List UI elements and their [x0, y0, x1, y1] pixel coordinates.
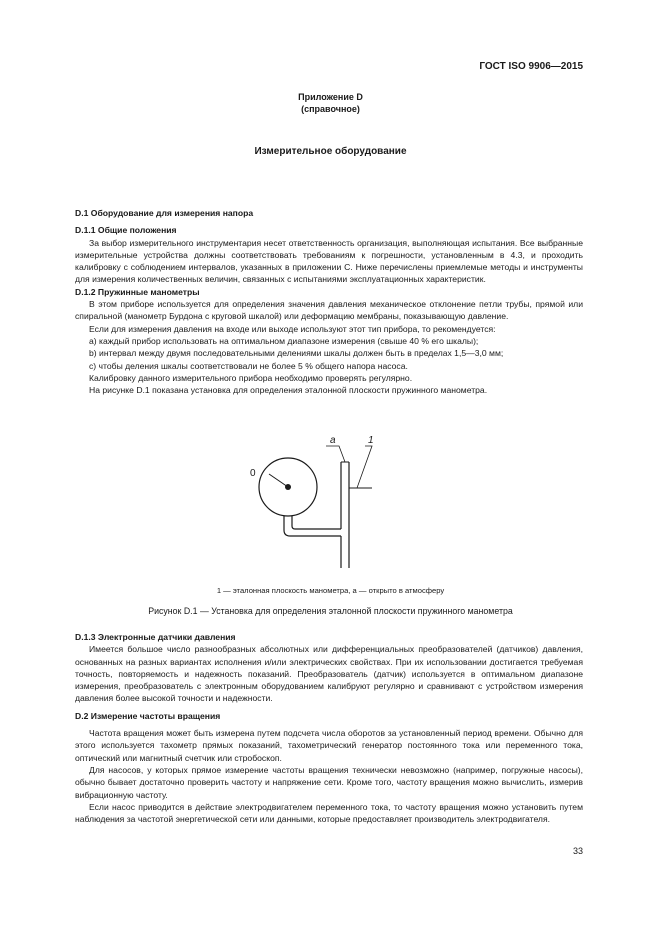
paragraph-d11: За выбор измерительного инструментария несет ответственность организация, выполняющая испытания. Все выбранные измерительные устройства должны соответствовать требованиям к погрешности, установленным в 4.3, и проходить калибровку с соблюдением интервалов, указанных в приложении С. Ниже перечислены приемлемые методы и инструменты для измерения количественных величин, связанных с испытаниями эксплуатационных характеристик. — [75, 237, 583, 285]
list-item-c: с) чтобы деления шкалы соответствовали не более 5 % общего напора насоса. — [89, 360, 408, 371]
paragraph-d2-3: Если насос приводится в действие электродвигателем переменного тока, то частоту вращения можно установить путем наблюдения за частотой энергетической сети или данными, которые предоставляет производитель электродвигателя. — [75, 801, 583, 825]
label-a: a — [330, 435, 336, 446]
label-zero: 0 — [250, 468, 256, 479]
figure-legend: 1 — эталонная плоскость манометра, a — открыто в атмосферу — [216, 586, 445, 595]
list-item-a: а) каждый прибор использовать на оптимальном диапазоне измерения (свыше 40 % его шкалы); — [89, 335, 479, 346]
leader-1 — [357, 446, 372, 488]
section-heading-d2: D.2 Измерение частоты вращения — [75, 710, 221, 721]
paragraph-d12-2: Если для измерения давления на входе или выходе используют этот тип прибора, то рекомендуется: — [89, 323, 496, 334]
label-1: 1 — [368, 435, 374, 446]
paragraph-d12-1: В этом приборе используется для определения значения давления механическое отклонение петли трубы, прямой или спиральной (манометр Бурдона с круговой шкалой) или деформацию мембраны, показывающую давление. — [75, 299, 583, 322]
gauge-needle — [269, 474, 288, 487]
list-item-b: b) интервал между двумя последовательными делениями шкалы должен быть в пределах 1,5—3,0 мм; — [89, 348, 504, 359]
paragraph-d2-1: Частота вращения может быть измерена путем подсчета числа оборотов за установленный период времени. Обычно для этого используется тахометр прямых показаний, тахометрический генератор постоянного тока или переменного тока, оптический или магнитный счетчик или стробоскоп. — [75, 728, 583, 763]
section-heading-d12: D.1.2 Пружинные манометры — [75, 286, 200, 297]
section-heading-d11: D.1.1 Общие положения — [75, 225, 177, 236]
annex-label: Приложение D — [298, 92, 363, 102]
section-d13-d2 — [75, 631, 583, 825]
standard-number: ГОСТ ISO 9906—2015 — [479, 61, 583, 72]
pressure-gauge-diagram — [240, 432, 390, 572]
paragraph-d2-2: Для насосов, у которых прямое измерение частоты вращения технически невозможно (например, погружные насосы), обычно бывает достаточно проверить частоту и напряжение сети. Кроме того, частоту вращения можно вычислить, измерив вибрационную частоту. — [75, 764, 583, 800]
annex-title: Измерительное оборудование — [254, 146, 407, 157]
paragraph-d12-4: На рисунке D.1 показана установка для определения эталонной плоскости пружинного манометра. — [89, 385, 488, 396]
leader-a — [326, 446, 345, 462]
figure-d1 — [240, 432, 390, 572]
figure-caption: Рисунок D.1 — Установка для определения эталонной плоскости пружинного манометра — [148, 606, 513, 616]
annex-heading — [0, 91, 661, 115]
pipe-inner — [292, 516, 341, 529]
page-number: 33 — [572, 846, 583, 856]
paragraph-d13: Имеется большое число разнообразных абсолютных или дифференциальных преобразователей (датчиков) давления, основанных на разных вариантах исполнения и/или электрических свойствах. При их использовании достигается требуемая точность, повторяемость и надежность показаний. Преобразователь (датчик) используется в оптимальном диапазоне измерения, преобразователь с электронным оборудованием калибруют регулярно и сравнивают с устройством измерения давления более высокой точности и надежности. — [75, 644, 583, 704]
section-heading-d13: D.1.3 Электронные датчики давления — [75, 632, 236, 642]
paragraph-d12-3: Калибровку данного измерительного прибора необходимо проверять регулярно. — [89, 372, 413, 383]
annex-type: (справочное) — [301, 104, 360, 114]
section-heading-d1: D.1 Оборудование для измерения напора — [75, 208, 254, 218]
section-d1 — [75, 207, 583, 396]
